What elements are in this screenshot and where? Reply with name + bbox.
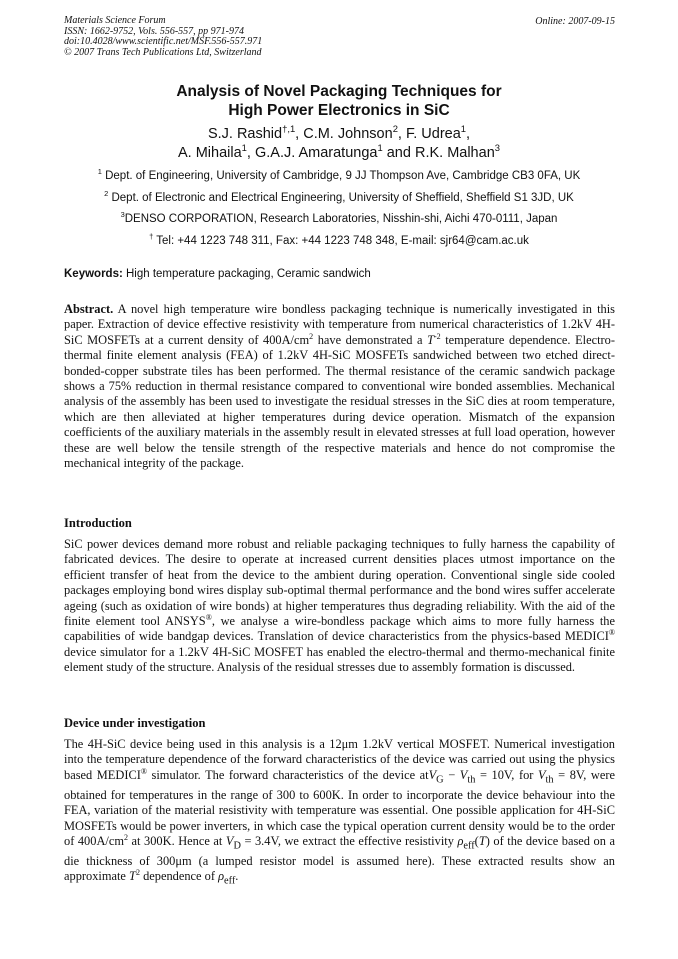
device-text: . — [235, 869, 239, 884]
contact-line — [0, 232, 678, 247]
abstract-label: Abstract. — [64, 302, 114, 316]
superscript: 2 — [309, 331, 314, 341]
affiliation-text: DENSO CORPORATION, Research Laboratories, Nisshin-shi, Aichi 470-0111, Japan — [124, 213, 558, 225]
variable: V — [537, 767, 546, 782]
title-line-1: Analysis of Novel Packaging Techniques for — [176, 83, 502, 100]
affiliation-3 — [0, 210, 678, 225]
subscript: th — [467, 774, 476, 786]
device-text: = 10V, for — [475, 767, 538, 782]
variable: V — [459, 767, 468, 782]
author-line-2 — [0, 144, 678, 163]
superscript: 2 — [123, 832, 129, 842]
copyright-line: © 2007 Trans Tech Publications Ltd, Switzerland — [64, 46, 262, 58]
rho-symbol: ρ — [218, 869, 225, 884]
issn-line: ISSN: 1662-9752, Vols. 556-557, pp 971-974 — [64, 25, 244, 37]
device-text: = 3.4V, we extract the effective resistivity — [240, 833, 458, 848]
keywords-text: High temperature packaging, Ceramic sandwich — [122, 268, 371, 280]
device-text: − — [443, 767, 460, 782]
author-name: and R.K. Malhan — [382, 145, 495, 161]
paper-title — [0, 82, 678, 120]
section-heading-device: Device under investigation — [64, 716, 206, 730]
subscript: eff — [224, 875, 236, 887]
variable: T — [129, 869, 136, 884]
author-name: , C.M. Johnson — [295, 126, 393, 142]
affiliation-mark: 1 — [97, 167, 102, 177]
keywords-label: Keywords: — [64, 268, 123, 280]
variable-t: T — [427, 332, 434, 347]
author-name: , G.A.J. Amaratunga — [246, 145, 378, 161]
doi-line: doi:10.4028/www.scientific.net/MSF.556-557.971 — [64, 36, 263, 47]
author-name: , F. Udrea — [397, 126, 461, 142]
affiliation-text: Dept. of Engineering, University of Cambridge, 9 JJ Thompson Ave, Cambridge CB3 0FA, UK — [101, 170, 581, 182]
device-text: ( — [474, 833, 479, 848]
subscript: D — [233, 840, 241, 852]
introduction-paragraph — [64, 537, 615, 676]
device-text: simulator. The forward characteristics of the device at — [146, 767, 429, 782]
title-line-2: High Power Electronics in SiC — [228, 102, 450, 119]
author-mark: 3 — [494, 142, 500, 154]
journal-name: Materials Science Forum — [64, 15, 166, 26]
variable: T — [478, 833, 486, 848]
author-name: S.J. Rashid — [207, 126, 283, 142]
abstract-text: A novel high temperature wire bondless packaging technique is numerically investigated in this paper. Extraction of device effective resistivity with temperature from numerical characteristics of 1.2kV 4H-SiC MOSFETs at a current density of 400A/cm — [64, 302, 615, 347]
section-heading-introduction: Introduction — [64, 516, 132, 530]
subscript: eff — [463, 840, 475, 852]
affiliation-text: Tel: +44 1223 748 311, Fax: +44 1223 748 348, E-mail: sjr64@cam.ac.uk — [153, 235, 529, 247]
device-text: ) of the device based on a die thickness of 300μm (a lumped resistor model is assumed here). These extracted results show an approximate — [64, 833, 615, 884]
author-name: A. Mihaila — [178, 145, 242, 161]
intro-text: SiC power devices demand more robust and reliable packaging techniques to fully harness the capability of fabricated devices. The desire to operate at increased current densities places utmost importance on the efficient transfer of heat from the device to the ambient during operation. Conventional single side cooled packages employing bond wires display sub-optimal thermal performance and the bond wires suffer accelerate ageing (such as oxidation of wire bonds) at higher temperatures thus degrading reliability. With the aid of the finite element tool ANSYS — [64, 537, 615, 629]
rho-symbol: ρ — [457, 833, 464, 848]
superscript: 2 — [135, 868, 140, 878]
registered-mark: ® — [140, 766, 147, 776]
superscript: -2 — [433, 331, 441, 341]
author-mark: 1 — [377, 142, 383, 154]
journal-metadata — [64, 16, 262, 58]
affiliation-text: Dept. of Electronic and Electrical Engineering, University of Sheffield, Sheffield S1 3JD, UK — [108, 192, 574, 204]
subscript: th — [545, 774, 554, 786]
author-mark: 2 — [392, 123, 398, 135]
author-mark: 1 — [241, 142, 247, 154]
affiliation-2 — [0, 189, 678, 204]
device-text: The 4H-SiC device being used in this analysis is a 12μm 1.2kV vertical MOSFET. Numerical investigation into the temperature dependence of the forward characteristics of the device was carried out using the physics based MEDICI — [64, 737, 615, 782]
device-paragraph — [64, 737, 615, 889]
affiliation-mark: 3 — [120, 210, 125, 220]
variable: V — [225, 833, 234, 848]
author-mark: 1 — [460, 123, 467, 135]
affiliation-mark: † — [149, 232, 154, 242]
registered-mark: ® — [205, 612, 212, 622]
author-mark: †,1 — [282, 123, 296, 135]
online-date: Online: 2007-09-15 — [535, 16, 615, 27]
keywords — [64, 268, 371, 280]
abstract-text: temperature dependence. Electro-thermal finite element analysis (FEA) of 1.2kV 4H-SiC MOSFETs sandwiched between two etched direct-bonded-copper substrate tiles has been performed. The thermal resistance of the ceramic sandwich package shows a 75% reduction in thermal resistance compared to conventional wire bonded assemblies. Mechanical analysis of the assembly has been used to investigate the residual stresses in the SiC dies at room temperature, which are then alleviated at higher temperatures during device operation. Mismatch of the expansion coefficients of the auxiliary materials in the assembly result in elevated stresses at full load operation, however these are well below the tensile strength of the respective materials and hence do not compromise the mechanical integrity of the package. — [64, 332, 615, 471]
subscript: G — [436, 774, 444, 786]
registered-mark: ® — [608, 628, 615, 638]
intro-text: device simulator for a 1.2kV 4H-SiC MOSFET has enabled the electro-thermal and thermo-mechanical finite element study of the structure. Analysis of the residual stresses due to assembly formation is discussed. — [64, 644, 615, 675]
affiliation-1 — [0, 167, 678, 182]
abstract-text: have demonstrated a — [313, 332, 428, 347]
variable: V — [428, 767, 437, 782]
intro-text: , we analyse a wire-bondless package which aims to more fully harness the capabilities of wide bandgap devices. Translation of device characteristics from the physics-based MEDICI — [64, 614, 615, 644]
device-text: at 300K. Hence at — [128, 833, 226, 848]
author-line-1: S.J. Rashid$^{\dagger,1}$, C.M. Johnson$^2$, F. Udrea$^1$, — [207, 123, 471, 142]
abstract-paragraph — [64, 302, 615, 471]
device-text: = 8V, were obtained for temperatures in the range of 300 to 600K. In order to incorporate the device behaviour into the FEA, variation of the material resistivity with temperature was essential. One possible application for 4H-SiC MOSFETs would be power inverters, in which case the typical operation current density would be to the order of 400A/cm — [64, 767, 616, 848]
author-list — [0, 125, 678, 163]
affiliation-mark: 2 — [104, 189, 109, 199]
device-text: dependence of — [139, 869, 219, 884]
